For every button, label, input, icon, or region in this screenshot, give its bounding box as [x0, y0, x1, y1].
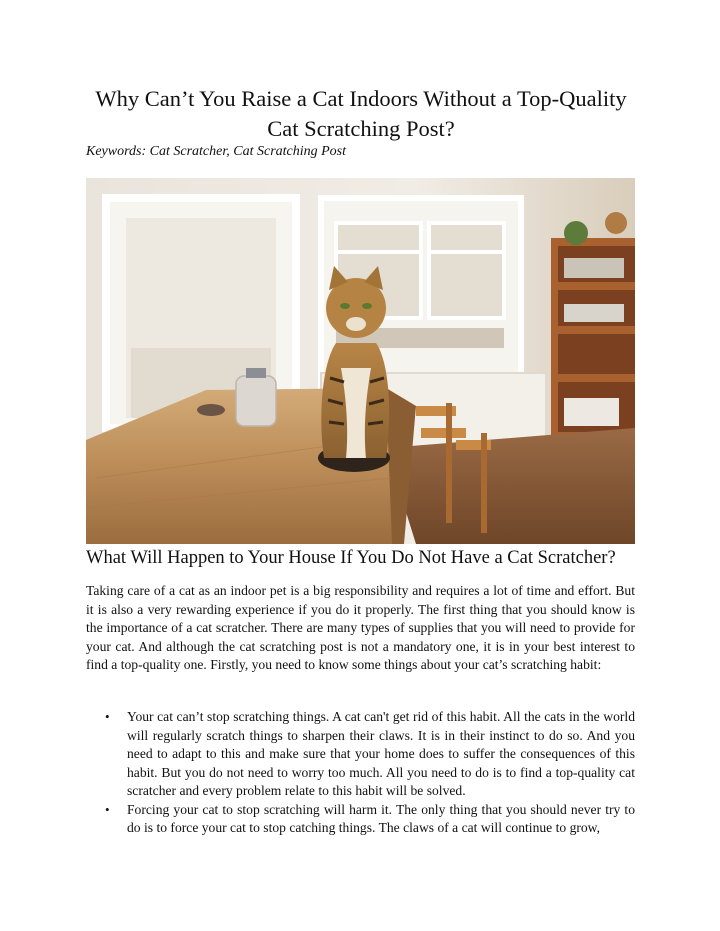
keywords-line: Keywords: Cat Scratcher, Cat Scratching Post	[86, 144, 347, 159]
list-item	[86, 708, 635, 801]
bullet-list	[86, 708, 635, 838]
intro-paragraph: Taking care of a cat as an indoor pet is a big responsibility and requires a lot of time and effort. But it is also a very rewarding experience if you do it properly. The first thing that you should know is the importance of a cat scratcher. There are many types of supplies that you will need to provide for your cat. And although the cat scratching post is not a mandatory one, it is in your best interest to find a top-quality one. Firstly, you need to know some things about your cat’s scratching habit:	[86, 583, 635, 672]
cat-on-table-photo	[86, 178, 635, 544]
bullet-text: Your cat can’t stop scratching things. A cat can't get rid of this habit. All the cats in the world will regularly scratch things to sharpen their claws. It is in their instinct to do so. And you need to adapt to this and make sure that your home does to suffer the consequences of this habit. But you do not need to worry too much. All you need to do is to find a top-quality cat scratcher and every problem relate to this habit will be solved.	[127, 709, 635, 798]
document-title: Why Can’t You Raise a Cat Indoors Without a Top-Quality Cat Scratching Post?	[95, 86, 627, 141]
bullet-text: Forcing your cat to stop scratching will harm it. The only thing that you should never try to do is to force your cat to stop catching things. The claws of a cat will continue to grow,	[127, 801, 635, 835]
bullet-icon: •	[105, 801, 110, 817]
list-item	[86, 801, 635, 838]
section-heading: What Will Happen to Your House If You Do Not Have a Cat Scratcher?	[86, 548, 616, 568]
bullet-icon: •	[105, 709, 110, 724]
